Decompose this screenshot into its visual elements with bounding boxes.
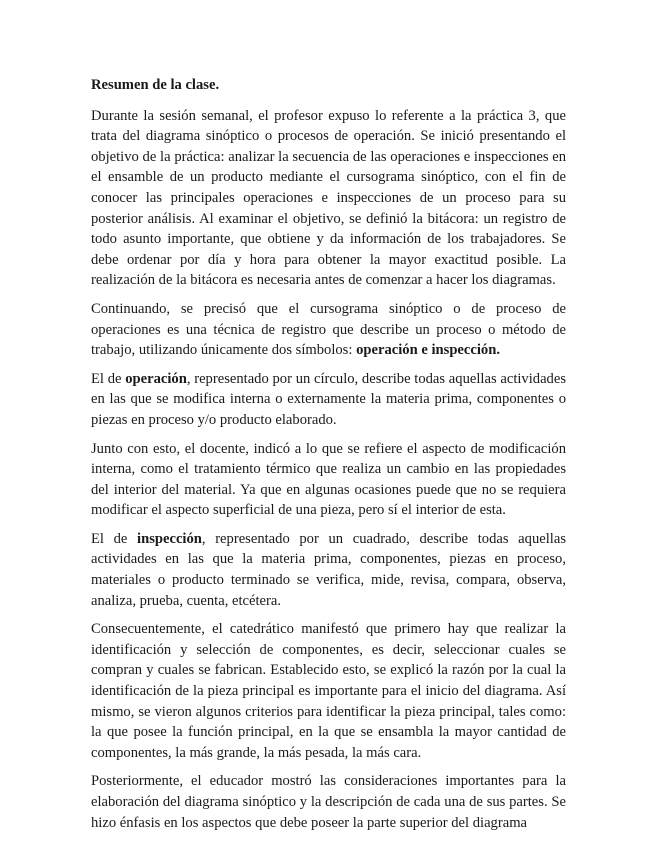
paragraph-text: El de <box>91 530 138 547</box>
paragraph-internal-modification: Junto con esto, el docente, indicó a lo que se refiere el aspecto de modificación interna, como el tratamiento térmico que realiza un cambio en las propiedades del interior del material. Ya que en algunas ocasiones puede que no se requiera modificar el aspecto superficial de una pieza, pero sí el interior de esta. <box>91 440 566 519</box>
document-page <box>91 75 566 841</box>
emphasis-operation: operación <box>125 370 187 387</box>
paragraph-session-summary: Durante la sesión semanal, el profesor expuso lo referente a la práctica 3, que trata del diagrama sinóptico o procesos de operación. Se inició presentando el objetivo de la práctica: analizar la secuencia de las operaciones e inspecciones en el ensamble de un producto mediante el cursograma sinóptico, con el fin de conocer las principales operaciones e inspecciones de un proceso para su posterior análisis. Al examinar el objetivo, se definió la bitácora: un registro de todo asunto importante, que obtiene y da información de los trabajadores. Se debe ordenar por día y hora para obtener la mayor exactitud posible. La realización de la bitácora es necesaria antes de comenzar a hacer los diagramas. <box>91 107 566 289</box>
paragraph-cursograma-definition <box>91 299 566 361</box>
page-heading: Resumen de la clase. <box>91 77 220 93</box>
paragraph-operation <box>91 369 566 431</box>
paragraph-component-selection: Consecuentemente, el catedrático manifestó que primero hay que realizar la identificación y selección de componentes, es decir, seleccionar cuales se compran y cuales se fabrican. Establecido esto, se explicó la razón por la cual la identificación de la pieza principal es importante para el inicio del diagrama. Así mismo, se vieron algunos criterios para identificar la pieza principal, tales como: la que posee la función principal, en la que se ensambla la mayor cantidad de componentes, la más grande, la más pesada, la más cara. <box>91 621 566 761</box>
emphasis-symbols: operación e inspección. <box>356 342 500 359</box>
paragraph-text: El de <box>91 370 126 387</box>
paragraph-text: Continuando, se precisó que el cursograma sinóptico o de proceso de operaciones es una técnica de registro que describe un proceso o método de trabajo, utilizando únicamente dos símbolos: <box>91 300 566 359</box>
paragraph-inspection <box>91 529 566 611</box>
paragraph-diagram-considerations: Posteriormente, el educador mostró las consideraciones importantes para la elaboración del diagrama sinóptico y la descripción de cada una de sus partes. Se hizo énfasis en los aspectos que debe poseer la parte superior del diagrama <box>91 773 566 831</box>
emphasis-inspection: inspección <box>137 530 202 547</box>
paragraph-text: , representado por un círculo, describe todas aquellas actividades en las que se modifica interna o externamente la materia prima, componentes o piezas en proceso y/o producto elaborado. <box>91 370 567 428</box>
paragraph-text: , representado por un cuadrado, describe todas aquellas actividades en las que la materia prima, componentes, piezas en proceso, materiales o producto terminado se verifica, mide, revisa, compara, observa, analiza, prueba, cuenta, etcétera. <box>91 530 566 609</box>
